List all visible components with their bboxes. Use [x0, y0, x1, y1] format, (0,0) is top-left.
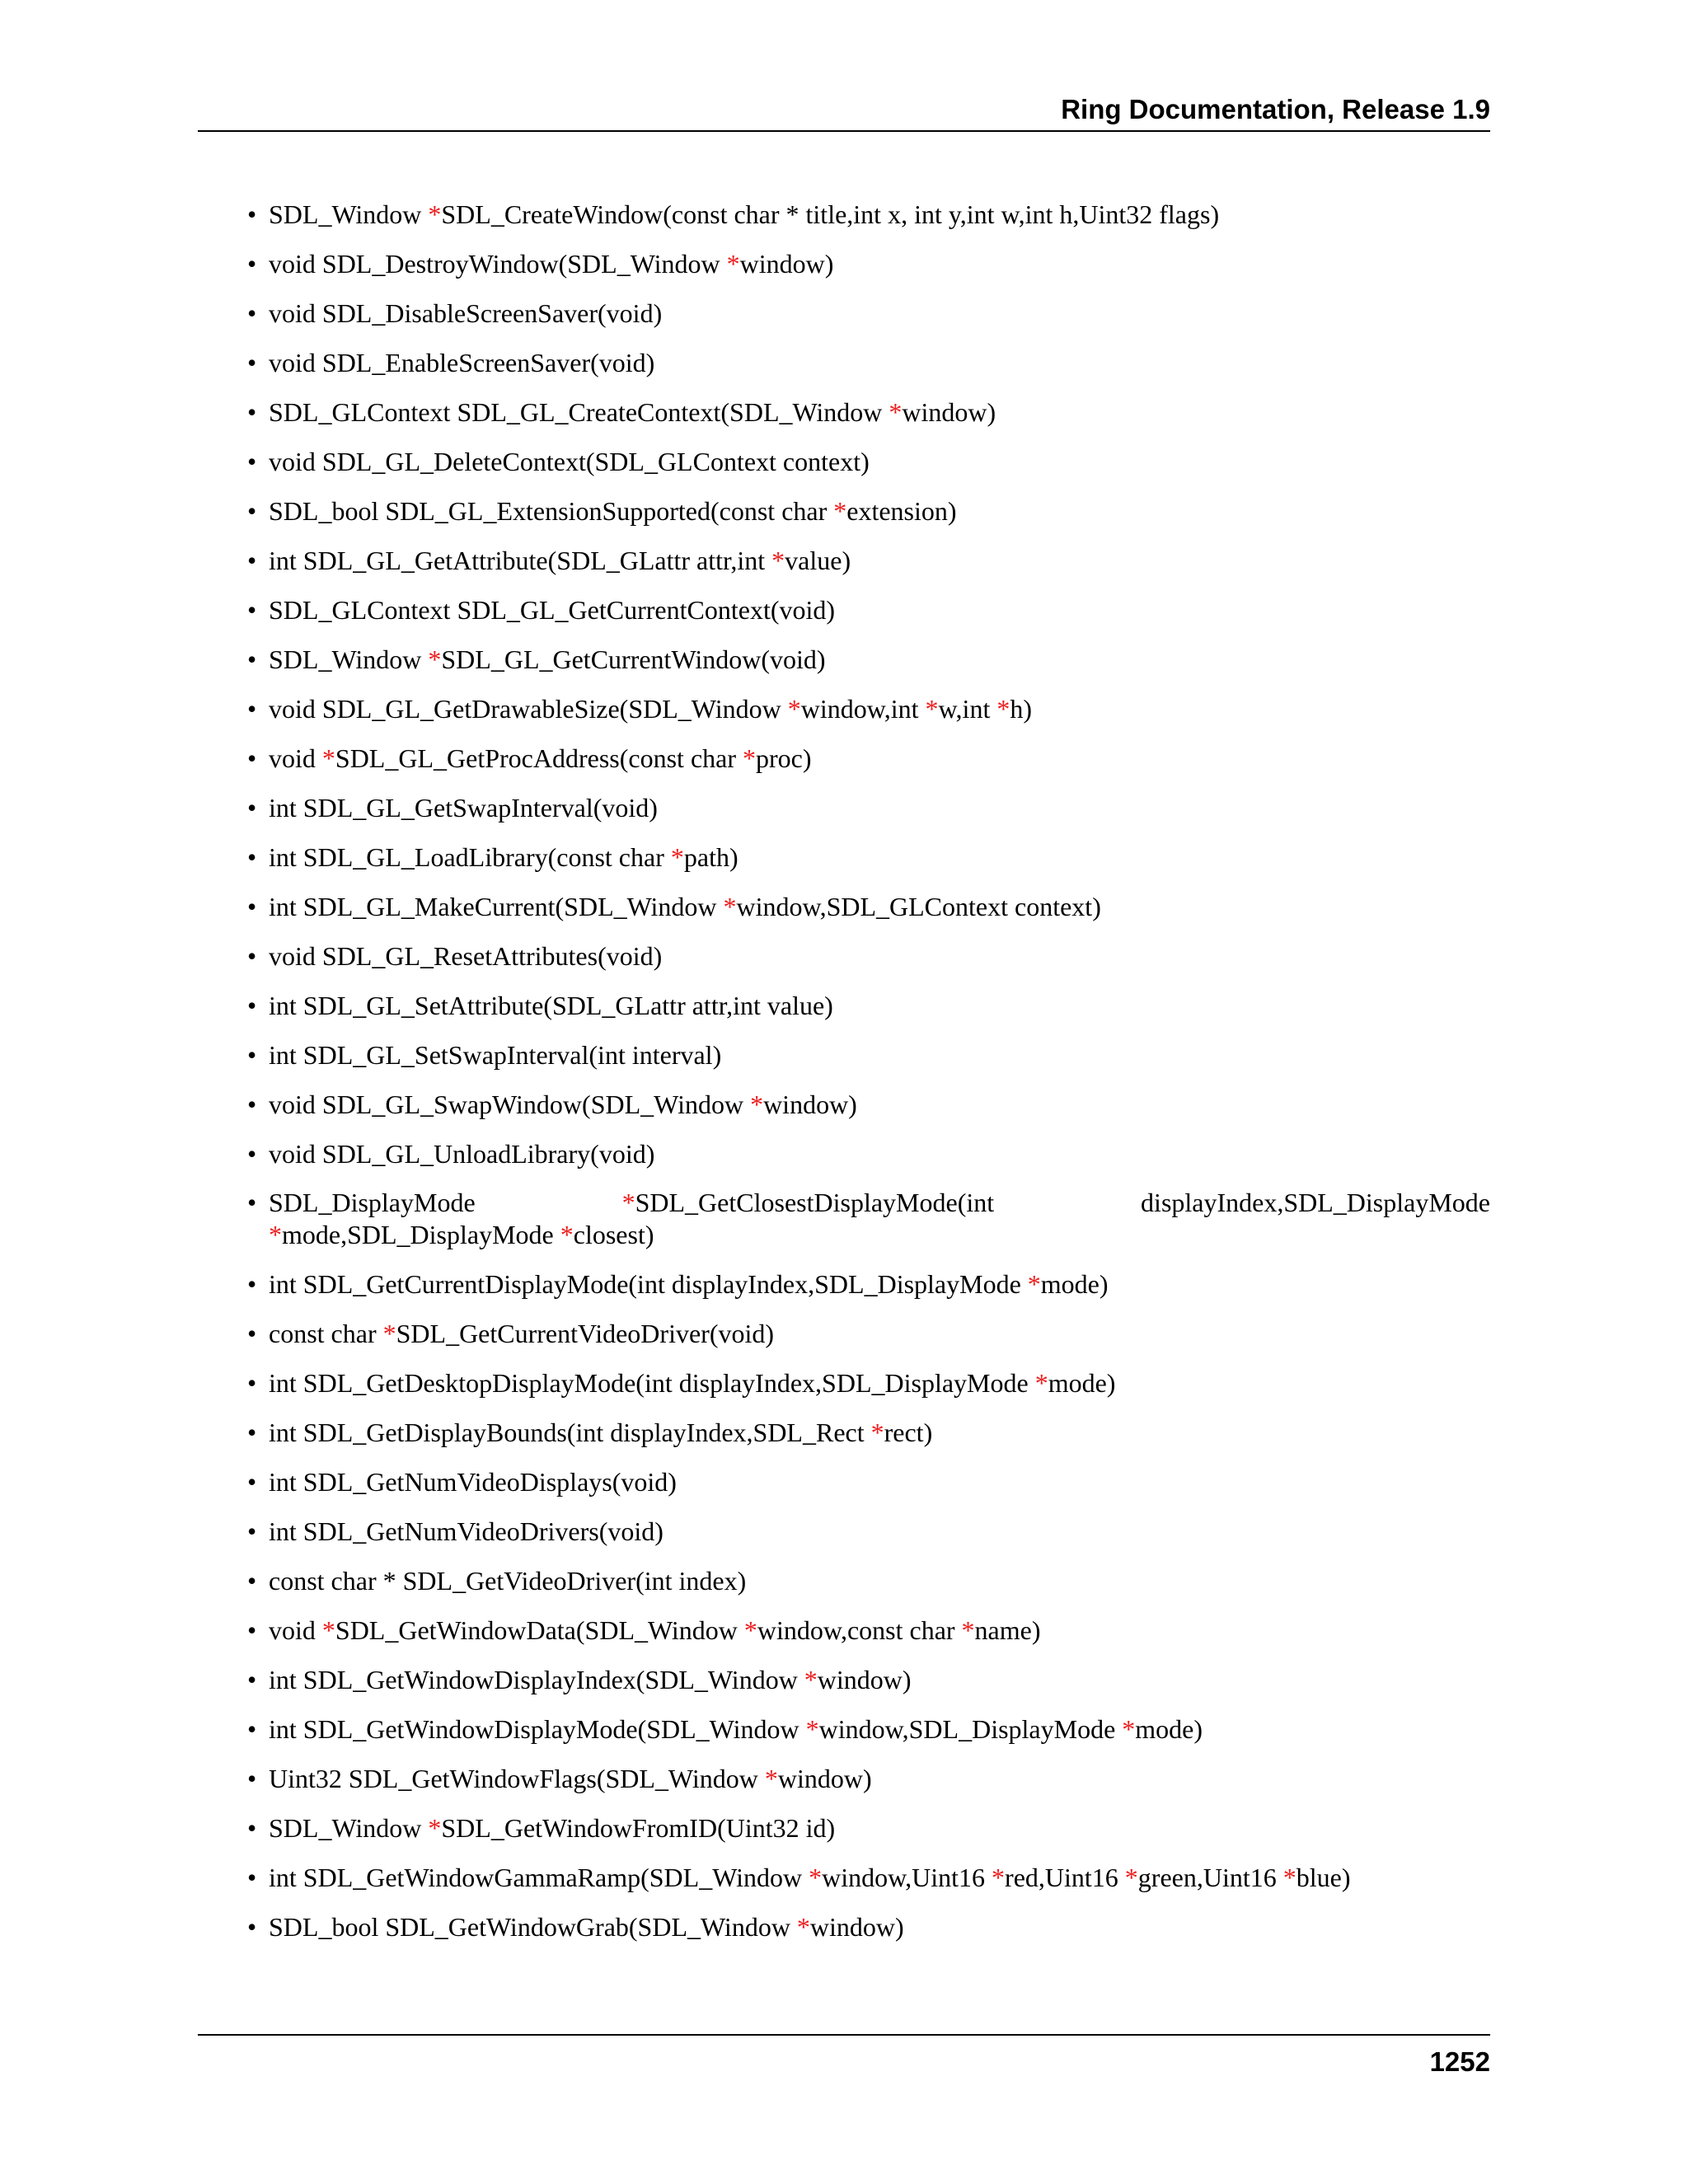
function-entry — [247, 890, 1490, 923]
signature-text: SDL_GL_GetProcAddress(const char — [335, 743, 743, 773]
signature-text: int SDL_GL_SetSwapInterval(int interval) — [269, 1040, 722, 1070]
signature-text: mode) — [1048, 1368, 1116, 1398]
signature-text: blue) — [1296, 1863, 1351, 1892]
signature-text: SDL_GL_GetCurrentWindow(void) — [441, 644, 826, 674]
function-entry — [247, 643, 1490, 676]
function-entry — [247, 1268, 1490, 1301]
pointer-asterisk: * — [992, 1863, 1006, 1892]
signature-text: SDL_GetCurrentVideoDriver(void) — [396, 1319, 775, 1348]
page-number: 1252 — [1429, 2046, 1490, 2077]
signature-text: green,Uint16 — [1137, 1863, 1283, 1892]
signature-text: void — [269, 1615, 322, 1645]
signature-text: void SDL_EnableScreenSaver(void) — [269, 348, 655, 377]
pointer-asterisk: * — [428, 199, 442, 229]
function-entry — [247, 1614, 1490, 1647]
signature-text: int SDL_GetWindowDisplayMode(SDL_Window — [269, 1714, 806, 1744]
signature-text: path) — [683, 842, 738, 872]
signature-text: int SDL_GetDesktopDisplayMode(int displayIndex,SDL_DisplayMode — [269, 1368, 1035, 1398]
pointer-asterisk: * — [796, 1912, 810, 1942]
pointer-asterisk: * — [804, 1665, 818, 1694]
function-entry — [247, 445, 1490, 478]
signature-text: int SDL_GL_LoadLibrary(const char — [269, 842, 671, 872]
signature-text: int SDL_GL_SetAttribute(SDL_GLattr attr,int value) — [269, 991, 833, 1020]
function-entry — [247, 1811, 1490, 1844]
function-entry — [247, 1713, 1490, 1746]
signature-text: mode,SDL_DisplayMode — [282, 1220, 560, 1249]
signature-text: closest) — [573, 1220, 654, 1249]
signature-text: SDL_GetClosestDisplayMode(int displayIndex,SDL_DisplayMode — [635, 1188, 1491, 1217]
function-entry — [247, 1088, 1490, 1121]
signature-text: window) — [739, 249, 834, 279]
pointer-asterisk: * — [787, 694, 801, 724]
signature-text: SDL_bool SDL_GL_ExtensionSupported(const char — [269, 496, 834, 526]
function-entry — [247, 297, 1490, 330]
signature-text: extension) — [846, 496, 957, 526]
function-entry — [247, 1564, 1490, 1597]
function-entry — [247, 1465, 1490, 1498]
signature-text: const char — [269, 1319, 383, 1348]
signature-text: window) — [902, 397, 996, 427]
function-entry — [247, 1038, 1490, 1071]
signature-text: int SDL_GetWindowGammaRamp(SDL_Window — [269, 1863, 809, 1892]
signature-text: SDL_CreateWindow(const char * title,int x, int y,int w,int h,Uint32 flags) — [441, 199, 1220, 229]
signature-text: window) — [777, 1764, 872, 1793]
pointer-asterisk: * — [743, 743, 756, 773]
document-title: Ring Documentation, Release 1.9 — [1061, 94, 1490, 124]
page-header — [198, 91, 1490, 132]
pointer-asterisk: * — [925, 694, 939, 724]
signature-text: SDL_Window — [269, 644, 429, 674]
signature-text: int SDL_GL_MakeCurrent(SDL_Window — [269, 892, 724, 921]
function-entry — [247, 1317, 1490, 1350]
signature-text: window) — [763, 1090, 857, 1119]
pointer-asterisk: * — [961, 1615, 975, 1645]
signature-text: int SDL_GetNumVideoDrivers(void) — [269, 1516, 663, 1546]
signature-text: w,int — [938, 694, 997, 724]
pointer-asterisk: * — [382, 1319, 396, 1348]
signature-text: name) — [974, 1615, 1041, 1645]
pointer-asterisk: * — [1034, 1368, 1048, 1398]
signature-text: SDL_GetWindowFromID(Uint32 id) — [441, 1813, 836, 1843]
function-entry — [247, 989, 1490, 1022]
function-entry — [247, 940, 1490, 972]
function-entry — [247, 791, 1490, 824]
signature-text: mode) — [1135, 1714, 1203, 1744]
signature-text: const char * SDL_GetVideoDriver(int index) — [269, 1566, 747, 1596]
signature-text: proc) — [756, 743, 812, 773]
signature-text: int SDL_GetWindowDisplayIndex(SDL_Window — [269, 1665, 804, 1694]
signature-text: int SDL_GL_GetSwapInterval(void) — [269, 793, 658, 823]
signature-text: void — [269, 743, 322, 773]
signature-text: window,SDL_GLContext context) — [736, 892, 1101, 921]
signature-text: SDL_DisplayMode — [269, 1188, 622, 1217]
pointer-asterisk: * — [1124, 1863, 1138, 1892]
pointer-asterisk: * — [771, 546, 785, 575]
pointer-asterisk: * — [321, 743, 335, 773]
function-entry — [247, 1366, 1490, 1399]
pointer-asterisk: * — [805, 1714, 819, 1744]
function-entry — [247, 1137, 1490, 1170]
pointer-asterisk: * — [1027, 1269, 1041, 1299]
function-entry — [247, 1416, 1490, 1449]
function-entry — [247, 1515, 1490, 1548]
pointer-asterisk: * — [428, 644, 442, 674]
signature-text: void SDL_GL_DeleteContext(SDL_GLContext context) — [269, 447, 870, 476]
function-entry — [247, 396, 1490, 429]
pointer-asterisk: * — [1282, 1863, 1296, 1892]
signature-text: SDL_GetWindowData(SDL_Window — [335, 1615, 744, 1645]
function-entry — [247, 841, 1490, 874]
signature-text: int SDL_GL_GetAttribute(SDL_GLattr attr,int — [269, 546, 772, 575]
function-entry — [247, 692, 1490, 725]
pointer-asterisk: * — [809, 1863, 823, 1892]
pointer-asterisk: * — [560, 1220, 574, 1249]
signature-text: Uint32 SDL_GetWindowFlags(SDL_Window — [269, 1764, 765, 1793]
pointer-asterisk: * — [723, 892, 737, 921]
function-entry — [247, 1910, 1490, 1943]
signature-text: window,SDL_DisplayMode — [818, 1714, 1123, 1744]
function-list — [247, 198, 1490, 1960]
signature-text: int SDL_GetDisplayBounds(int displayIndex,SDL_Rect — [269, 1418, 871, 1447]
pointer-asterisk: * — [870, 1418, 884, 1447]
signature-text: void SDL_GL_UnloadLibrary(void) — [269, 1139, 655, 1169]
pointer-asterisk: * — [743, 1615, 757, 1645]
signature-text: rect) — [884, 1418, 933, 1447]
pointer-asterisk: * — [428, 1813, 442, 1843]
pointer-asterisk: * — [750, 1090, 764, 1119]
function-entry — [247, 544, 1490, 577]
signature-text: window,int — [800, 694, 926, 724]
pointer-asterisk: * — [726, 249, 740, 279]
pointer-asterisk: * — [764, 1764, 778, 1793]
signature-text: SDL_Window — [269, 199, 429, 229]
signature-text: h) — [1010, 694, 1032, 724]
signature-text: window) — [817, 1665, 912, 1694]
signature-text: SDL_bool SDL_GetWindowGrab(SDL_Window — [269, 1912, 797, 1942]
pointer-asterisk: * — [621, 1188, 635, 1217]
signature-text: int SDL_GetCurrentDisplayMode(int displayIndex,SDL_DisplayMode — [269, 1269, 1028, 1299]
signature-text: void SDL_GL_SwapWindow(SDL_Window — [269, 1090, 751, 1119]
function-entry — [247, 593, 1490, 626]
function-entry — [247, 1861, 1490, 1894]
function-entry — [247, 494, 1490, 527]
function-entry — [247, 742, 1490, 775]
signature-text: void SDL_DisableScreenSaver(void) — [269, 298, 663, 328]
pointer-asterisk: * — [889, 397, 903, 427]
pointer-asterisk: * — [1122, 1714, 1136, 1744]
signature-text: window) — [809, 1912, 904, 1942]
function-entry — [247, 198, 1490, 231]
signature-text: void SDL_DestroyWindow(SDL_Window — [269, 249, 727, 279]
signature-text: int SDL_GetNumVideoDisplays(void) — [269, 1467, 677, 1497]
signature-text: void SDL_GL_GetDrawableSize(SDL_Window — [269, 694, 788, 724]
signature-text: SDL_Window — [269, 1813, 429, 1843]
signature-text: window,Uint16 — [822, 1863, 992, 1892]
pointer-asterisk: * — [996, 694, 1010, 724]
signature-text: window,const char — [757, 1615, 962, 1645]
function-entry — [247, 247, 1490, 280]
signature-text: SDL_GLContext SDL_GL_GetCurrentContext(void) — [269, 595, 836, 625]
function-entry — [247, 1762, 1490, 1795]
page-footer — [198, 2034, 1490, 2077]
signature-text: red,Uint16 — [1005, 1863, 1125, 1892]
signature-text: mode) — [1040, 1269, 1109, 1299]
signature-text: void SDL_GL_ResetAttributes(void) — [269, 941, 663, 971]
pointer-asterisk: * — [321, 1615, 335, 1645]
function-entry — [247, 346, 1490, 379]
function-entry — [247, 1663, 1490, 1696]
pointer-asterisk: * — [833, 496, 847, 526]
signature-text: value) — [785, 546, 851, 575]
function-entry — [247, 1187, 1490, 1251]
pointer-asterisk: * — [670, 842, 684, 872]
signature-text: SDL_GLContext SDL_GL_CreateContext(SDL_Window — [269, 397, 889, 427]
pointer-asterisk: * — [269, 1220, 282, 1249]
